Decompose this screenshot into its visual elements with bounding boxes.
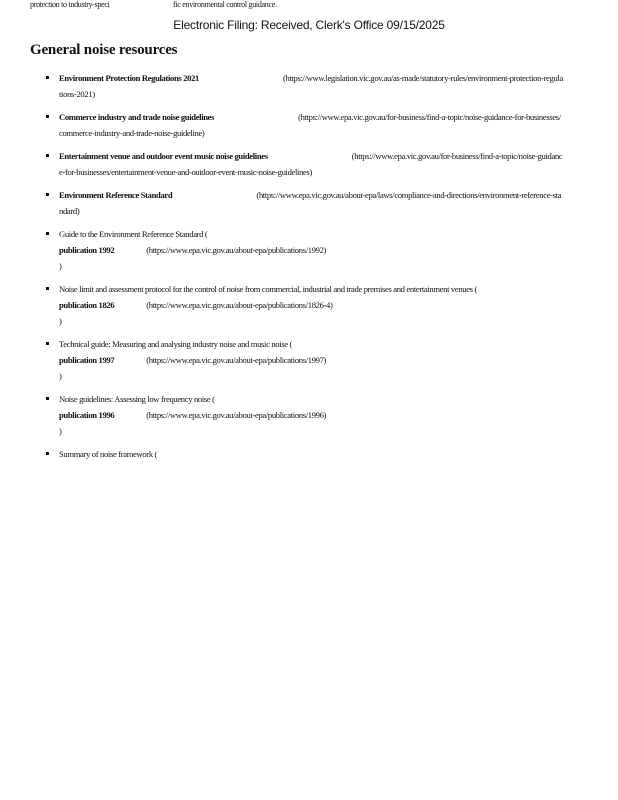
resource-link-title[interactable]: Commerce industry and trade noise guidelines xyxy=(59,112,215,122)
resource-url[interactable]: (https://www.epa.vic.gov.au/about-epa/publications/1826-4) xyxy=(146,300,333,310)
top-text-fragment-right: fic environmental control guidance. xyxy=(173,0,277,9)
resource-link-title[interactable]: Environment Protection Regulations 2021 xyxy=(59,73,200,83)
list-item xyxy=(44,70,564,102)
list-item xyxy=(44,187,564,219)
list-item xyxy=(44,109,564,141)
publication-link[interactable]: publication 1996 xyxy=(59,410,115,420)
resource-description: Summary of noise framework ( xyxy=(59,449,158,459)
resource-url[interactable]: (https://www.epa.vic.gov.au/about-epa/publications/1992) xyxy=(146,245,327,255)
resource-link-title[interactable]: Environment Reference Standard xyxy=(59,190,173,200)
list-item xyxy=(44,226,564,274)
publication-link[interactable]: publication 1826 xyxy=(59,300,115,310)
resource-link-title[interactable]: Entertainment venue and outdoor event music noise guidelines xyxy=(59,151,268,161)
top-text-fragment-left: protection to industry-speci xyxy=(30,0,110,9)
resource-url[interactable]: (https://www.epa.vic.gov.au/about-epa/publications/1997) xyxy=(146,355,327,365)
filing-stamp: Electronic Filing: Received, Clerk's Office 09/15/2025 xyxy=(173,18,445,32)
resource-description: Noise limit and assessment protocol for the control of noise from commercial, industrial and trade premises and entertainment venues ( xyxy=(59,284,477,294)
resource-description: Technical guide: Measuring and analysing industry noise and music noise ( xyxy=(59,339,293,349)
closing-paren: ) xyxy=(59,426,62,436)
resource-description: Noise guidelines: Assessing low frequency noise ( xyxy=(59,394,215,404)
resource-url[interactable]: (https://www.epa.vic.gov.au/about-epa/laws/compliance-and-directions/environment-reference-standard) xyxy=(59,190,562,216)
closing-paren: ) xyxy=(59,316,62,326)
list-item xyxy=(44,281,564,329)
closing-paren: ) xyxy=(59,371,62,381)
list-item xyxy=(44,446,564,462)
list-item xyxy=(44,336,564,384)
closing-paren: ) xyxy=(59,261,62,271)
resource-description: Guide to the Environment Reference Standard ( xyxy=(59,229,208,239)
resource-url[interactable]: (https://www.epa.vic.gov.au/about-epa/publications/1996) xyxy=(146,410,327,420)
resource-url[interactable]: (https://www.epa.vic.gov.au/for-business/find-a-topic/noise-guidance-for-businesses/commerce-industry-and-trade-noise-guideline) xyxy=(59,112,561,138)
list-item xyxy=(44,148,564,180)
publication-link[interactable]: publication 1992 xyxy=(59,245,115,255)
publication-link[interactable]: publication 1997 xyxy=(59,355,115,365)
resource-list xyxy=(44,70,564,469)
resource-url[interactable]: (https://www.legislation.vic.gov.au/as-made/statutory-rules/environment-protection-regulations-2021) xyxy=(59,73,563,99)
section-heading: General noise resources xyxy=(30,42,178,58)
list-item xyxy=(44,391,564,439)
resource-url[interactable]: (https://www.epa.vic.gov.au/for-business/find-a-topic/noise-guidance-for-businesses/entertainment-venue-and-outdoor-event-music-noise-guidelines) xyxy=(59,151,563,177)
